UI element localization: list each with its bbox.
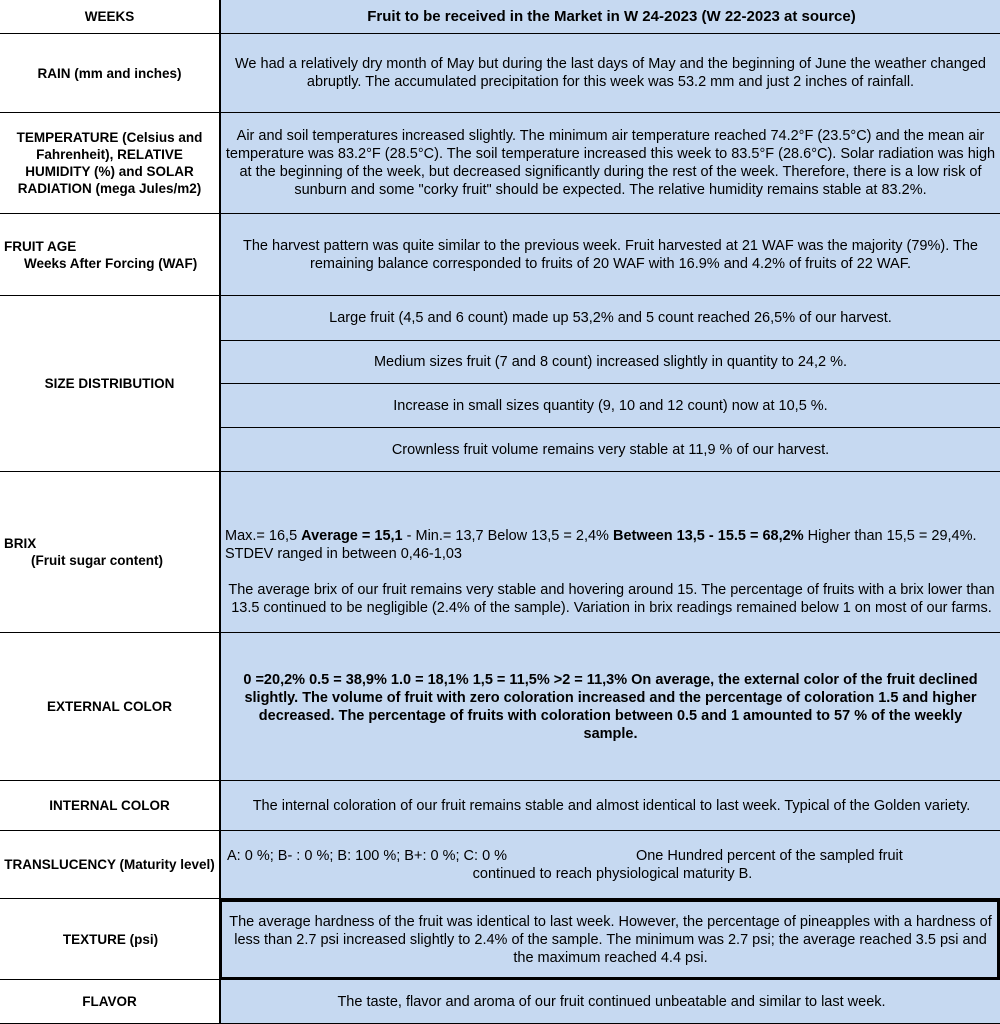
texture-text: The average hardness of the fruit was identical to last week. However, the percentage of pineapples with a hardness of less than 2.7 psi increased slightly to 2.4% of the sample. The minimum was 2.7 psi; the average reached 3.5 psi and the maximum reached 4.4 psi. (219, 899, 1000, 980)
external-color-label: EXTERNAL COLOR (0, 633, 221, 781)
translucency-content (221, 831, 1000, 899)
internal-color-text: The internal coloration of our fruit remains stable and almost identical to last week. Typical of the Golden variety. (221, 781, 1000, 831)
fruit-age-row (0, 214, 1000, 296)
external-color-row (0, 633, 1000, 781)
rain-row (0, 34, 1000, 113)
texture-label: TEXTURE (psi) (0, 899, 221, 980)
translucency-row (0, 831, 1000, 899)
brix-stats (225, 527, 998, 563)
brix-min: - Min.= 13,7 Below 13,5 = 2,4% (402, 528, 613, 544)
brix-average: Average = 15,1 (301, 528, 403, 544)
size-item: Large fruit (4,5 and 6 count) made up 53,2% and 5 count reached 26,5% of our harvest. (221, 296, 1000, 341)
rain-label: RAIN (mm and inches) (0, 34, 221, 113)
brix-label-title: BRIX (4, 536, 37, 551)
weeks-label: WEEKS (0, 0, 221, 34)
texture-row (0, 899, 1000, 980)
external-color-text: 0 =20,2% 0.5 = 38,9% 1.0 = 18,1% 1,5 = 11,5% >2 = 11,3% On average, the external color of the fruit declined slightly. The volume of fruit with zero coloration increased and the percentage of coloration 1.5 and higher decreased. The percentage of fruits with coloration between 0.5 and 1 amounted to 57 % of the weekly sample. (221, 633, 1000, 781)
size-item: Medium sizes fruit (7 and 8 count) increased slightly in quantity to 24,2 %. (221, 341, 1000, 384)
flavor-text: The taste, flavor and aroma of our fruit continued unbeatable and similar to last week. (221, 980, 1000, 1024)
brix-row (0, 472, 1000, 633)
brix-content (221, 472, 1000, 633)
temperature-label: TEMPERATURE (Celsius and Fahrenheit), RELATIVE HUMIDITY (%) and SOLAR RADIATION (mega Jules/m2) (0, 113, 221, 214)
brix-between: Between 13,5 - 15.5 = 68,2% (612, 528, 804, 544)
temperature-text: Air and soil temperatures increased slightly. The minimum air temperature reached 74.2°F (23.5°C) and the mean air temperature was 83.2°F (28.5°C). The soil temperature increased this week to 83.5°F (28.6°C). Solar radiation was high at the beginning of the week, but decreased significantly during the rest of the week. Therefore, there is a low risk of sunburn and some "corky fruit" should be expected. The relative humidity remains stable at 83.2%. (221, 113, 1000, 214)
fruit-age-label-title: FRUIT AGE (4, 238, 77, 254)
fruit-age-text: The harvest pattern was quite similar to the previous week. Fruit harvested at 21 WAF was the majority (79%). The remaining balance corresponded to fruits of 20 WAF with 16.9% and 4.2% of fruits of 22 WAF. (221, 214, 1000, 296)
brix-max: Max.= 16,5 (225, 528, 302, 544)
report-title: Fruit to be received in the Market in W 24-2023 (W 22-2023 at source) (221, 0, 1000, 34)
brix-label-subtitle: (Fruit sugar content) (31, 553, 163, 568)
temperature-row (0, 113, 1000, 214)
internal-color-row (0, 781, 1000, 831)
fruit-age-label-subtitle: Weeks After Forcing (WAF) (24, 255, 198, 271)
header-row (0, 0, 1000, 34)
brix-higher: Higher than 15,5 = 29,4%. STDEV ranged in between 0,46-1,03 (225, 528, 977, 562)
fruit-age-label (0, 214, 221, 296)
brix-label (0, 472, 221, 633)
size-item: Increase in small sizes quantity (9, 10 and 12 count) now at 10,5 %. (221, 384, 1000, 428)
translucency-values: A: 0 %; B- : 0 %; B: 100 %; B+: 0 %; C: 0 % One Hundred percent of the sampled fruit (227, 847, 903, 864)
rain-text: We had a relatively dry month of May but during the last days of May and the beginning of June the weather changed abruptly. The accumulated precipitation for this week was 53.2 mm and just 2 inches of rainfall. (221, 34, 1000, 113)
translucency-label: TRANSLUCENCY (Maturity level) (0, 831, 221, 899)
translucency-text: continued to reach physiological maturity B. (472, 865, 753, 882)
size-item: Crownless fruit volume remains very stable at 11,9 % of our harvest. (221, 428, 1000, 472)
brix-text: The average brix of our fruit remains very stable and hovering around 15. The percentage of fruits with a brix lower than 13.5 continued to be negligible (2.4% of the sample). Variation in brix readings remained below 1 on most of our farms. (228, 582, 995, 616)
flavor-label: FLAVOR (0, 980, 221, 1024)
internal-color-label: INTERNAL COLOR (0, 781, 221, 831)
size-distribution-row (0, 296, 1000, 472)
size-distribution-label: SIZE DISTRIBUTION (0, 296, 221, 472)
flavor-row (0, 980, 1000, 1024)
